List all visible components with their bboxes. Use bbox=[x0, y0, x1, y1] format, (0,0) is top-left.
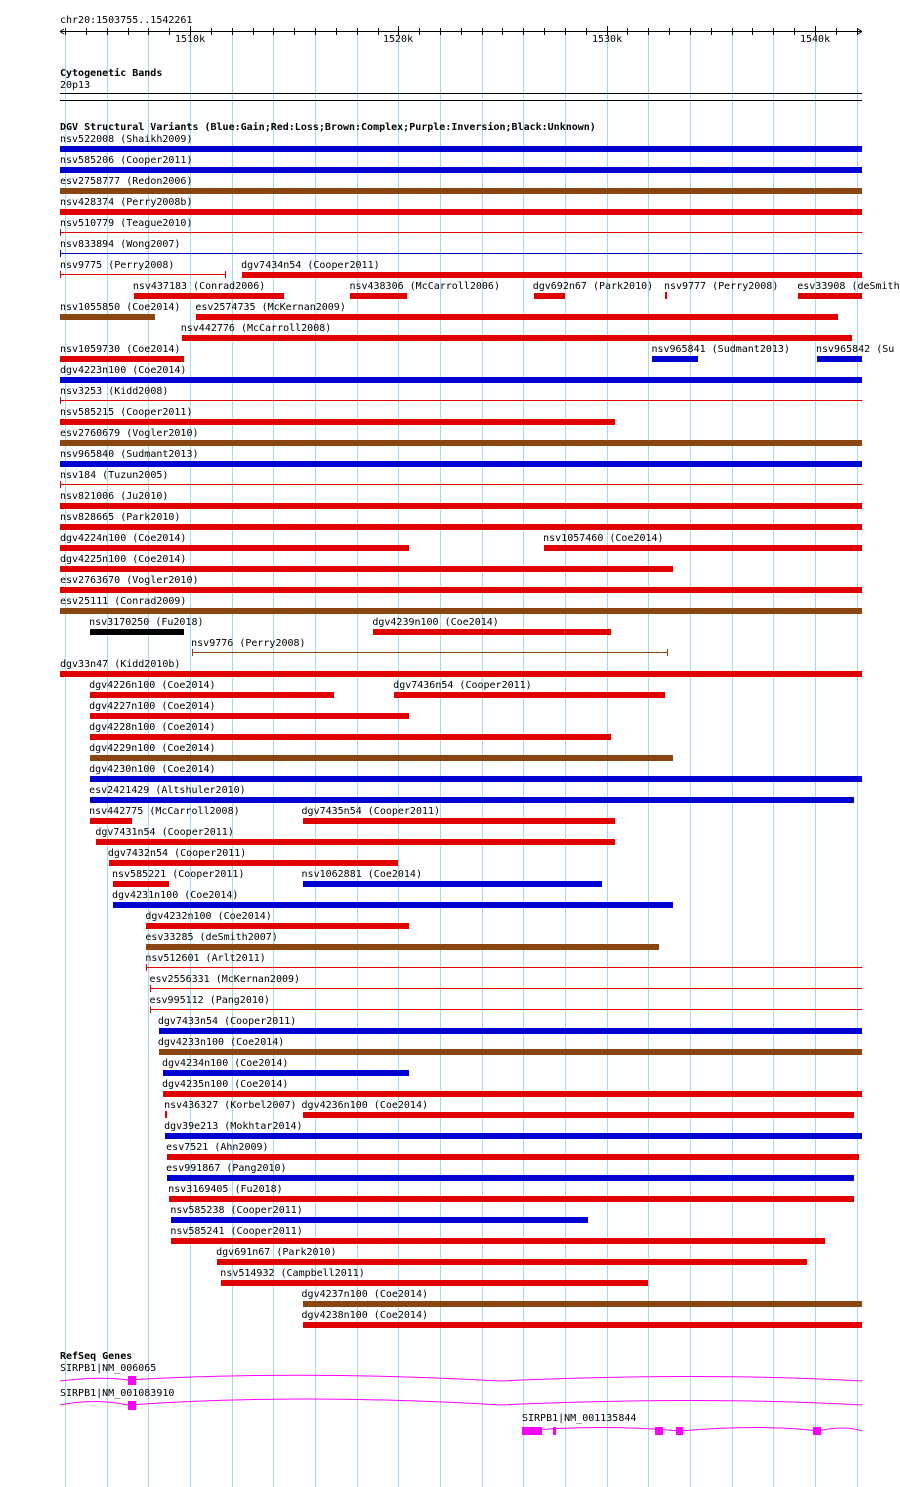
variant-study: (Park2010) bbox=[276, 1247, 337, 1258]
variant-id: nsv828665 bbox=[60, 512, 115, 523]
variant-id: nsv965842 bbox=[815, 344, 871, 355]
variant-id: dgv33n47 bbox=[60, 659, 109, 670]
variant-study: (McCarroll2006) bbox=[409, 281, 500, 292]
variant-id: esv2763670 bbox=[60, 575, 121, 586]
variant-id: nsv438306 bbox=[349, 281, 404, 292]
variant-id: esv33285 bbox=[145, 932, 194, 943]
gene-intron-line bbox=[522, 1428, 862, 1432]
variant-id: dgv4228n100 bbox=[89, 722, 156, 733]
variant-id: dgv4229n100 bbox=[89, 743, 156, 754]
gene-exon[interactable] bbox=[128, 1401, 136, 1410]
variant-study: (Sudmant2013) bbox=[711, 344, 790, 355]
variant-study: (Coe2014) bbox=[609, 533, 664, 544]
variant-study: (Fu2018) bbox=[155, 617, 204, 628]
ruler-tick-label: 1540k bbox=[800, 34, 831, 45]
variant-study: (Coe2014) bbox=[161, 764, 216, 775]
ruler-tick-label: 1530k bbox=[592, 34, 623, 45]
variant-study: (Ahn2009) bbox=[214, 1142, 269, 1153]
variant-id: dgv4238n100 bbox=[301, 1310, 368, 1321]
variant-study: (Coe2014) bbox=[132, 533, 187, 544]
variant-id: nsv3170250 bbox=[89, 617, 150, 628]
gene-exon[interactable] bbox=[813, 1427, 821, 1435]
variant-id: dgv4225n100 bbox=[60, 554, 127, 565]
variant-id: nsv184 bbox=[60, 470, 97, 481]
variant-study: (Perry2008) bbox=[712, 281, 779, 292]
variant-id: dgv39e213 bbox=[164, 1121, 219, 1132]
gene-label[interactable]: SIRPB1|NM_006065 bbox=[60, 1363, 157, 1374]
variant-study: (Cooper2011) bbox=[224, 1016, 297, 1027]
variant-study: (deSmith2007) bbox=[199, 932, 278, 943]
variant-id: esv991867 bbox=[166, 1163, 221, 1174]
variant-id: dgv7436n54 bbox=[393, 680, 454, 691]
variant-study: (Vogler2010) bbox=[126, 575, 199, 586]
variant-study: (Teague2010) bbox=[120, 218, 193, 229]
variant-study: (Coe2014) bbox=[132, 554, 187, 565]
variant-study: (Perry2008) bbox=[239, 638, 306, 649]
variant-id: dgv4230n100 bbox=[89, 764, 156, 775]
variant-study: (Cooper2011) bbox=[307, 260, 380, 271]
region-label: chr20:1503755..1542261 bbox=[60, 15, 193, 26]
variant-id: nsv585238 bbox=[170, 1205, 225, 1216]
variant-study: (Conrad2009) bbox=[114, 596, 187, 607]
variant-study: (Coe2014) bbox=[161, 680, 216, 691]
variant-id: dgv4236n100 bbox=[301, 1100, 368, 1111]
gene-exon[interactable] bbox=[128, 1376, 136, 1385]
variant-study: (Campbell2011) bbox=[280, 1268, 365, 1279]
variant-id: dgv692n67 bbox=[532, 281, 587, 292]
variant-study: (Coe2014) bbox=[234, 1079, 289, 1090]
variant-study: (Pang2010) bbox=[226, 1163, 287, 1174]
variant-id: dgv4233n100 bbox=[157, 1037, 225, 1048]
refseq-track-title[interactable]: RefSeq Genes bbox=[60, 1351, 133, 1362]
variant-id: esv7521 bbox=[166, 1142, 209, 1153]
variant-id: dgv4223n100 bbox=[60, 365, 127, 376]
gene-exon[interactable] bbox=[676, 1427, 683, 1435]
variant-id: esv2421429 bbox=[89, 785, 150, 796]
variant-id: dgv4226n100 bbox=[89, 680, 156, 691]
variant-id: nsv833894 bbox=[60, 239, 115, 250]
variant-id: nsv965841 bbox=[651, 344, 706, 355]
variant-study: (Coe2014) bbox=[373, 1289, 428, 1300]
variant-study: (Kidd2008) bbox=[108, 386, 169, 397]
variant-study: (Pang2010) bbox=[209, 995, 270, 1006]
variant-id: dgv4239n100 bbox=[372, 617, 439, 628]
variant-id: nsv585215 bbox=[60, 407, 115, 418]
variant-id: nsv1062881 bbox=[301, 869, 362, 880]
variant-study: (deSmith bbox=[851, 281, 900, 292]
variant-study: (McCarroll2008) bbox=[149, 806, 240, 817]
variant-id: dgv7432n54 bbox=[107, 848, 169, 859]
variant-study: (McKernan2009) bbox=[215, 974, 301, 985]
variant-study: (Park2010) bbox=[120, 512, 181, 523]
variant-id: esv2556331 bbox=[149, 974, 210, 985]
variant-study: (Conrad2006) bbox=[193, 281, 266, 292]
variant-id: nsv510779 bbox=[60, 218, 115, 229]
variant-study: (Cooper2011) bbox=[230, 1226, 303, 1237]
variant-id: dgv4231n100 bbox=[112, 890, 179, 901]
ruler-tick-label: 1510k bbox=[175, 34, 206, 45]
variant-id: nsv585206 bbox=[60, 155, 115, 166]
variant-study: (Arlt2011) bbox=[205, 953, 266, 964]
variant-study: (Cooper2011) bbox=[174, 848, 247, 859]
dgv-track-title[interactable]: DGV Structural Variants (Blue:Gain;Red:Loss;Brown:Complex;Purple:Inversion;Black:Unknown) bbox=[60, 122, 596, 133]
variant-study: (Mokhtar2014) bbox=[224, 1121, 303, 1132]
variant-id: nsv512601 bbox=[145, 953, 200, 964]
variant-study: (Fu2018) bbox=[234, 1184, 283, 1195]
gene-exon[interactable] bbox=[655, 1427, 663, 1435]
variant-study: (Kidd2010b) bbox=[114, 659, 181, 670]
variant-id: esv2758777 bbox=[60, 176, 121, 187]
ruler-tick-label: 1520k bbox=[383, 34, 414, 45]
variant-study: (Tuzun2005) bbox=[102, 470, 169, 481]
variant-study: (Coe2014) bbox=[373, 1310, 428, 1321]
variant-study: (Ju2010) bbox=[120, 491, 169, 502]
variant-id: dgv4224n100 bbox=[60, 533, 127, 544]
variant-study: (Perry2008b) bbox=[120, 197, 193, 208]
variant-study: (Coe2014) bbox=[217, 911, 272, 922]
variant-study: (Coe2014) bbox=[373, 1100, 428, 1111]
variant-id: esv995112 bbox=[149, 995, 204, 1006]
gene-label[interactable]: SIRPB1|NM_001083910 bbox=[60, 1388, 175, 1399]
variant-id: nsv585241 bbox=[170, 1226, 225, 1237]
variant-id: dgv4235n100 bbox=[161, 1079, 229, 1090]
variant-study: (Coe2014) bbox=[161, 701, 216, 712]
variant-id: dgv4232n100 bbox=[145, 911, 212, 922]
variant-id: nsv3253 bbox=[60, 386, 103, 397]
variant-study: (McCarroll2008) bbox=[240, 323, 332, 334]
variant-study: (Cooper2011) bbox=[161, 827, 234, 838]
variant-id: dgv691n67 bbox=[216, 1247, 271, 1258]
variant-id: nsv436327 bbox=[164, 1100, 219, 1111]
variant-id: nsv437183 bbox=[132, 281, 188, 292]
gene-intron-line bbox=[60, 1375, 862, 1381]
variant-study: (Cooper2011) bbox=[459, 680, 532, 691]
variant-study: (Shaikh2009) bbox=[120, 134, 193, 145]
variant-id: nsv1055850 bbox=[60, 302, 121, 313]
cytoband-label: 20p13 bbox=[60, 80, 91, 91]
variant-id: nsv428374 bbox=[60, 197, 115, 208]
variant-study: (Cooper2011) bbox=[120, 407, 193, 418]
variant-id: esv2760679 bbox=[60, 428, 121, 439]
variant-id: dgv4227n100 bbox=[89, 701, 156, 712]
variant-id: nsv3169405 bbox=[168, 1184, 229, 1195]
gene-intron-line bbox=[60, 1399, 862, 1405]
gene-exon[interactable] bbox=[553, 1427, 556, 1435]
variant-study: (Wong2007) bbox=[120, 239, 181, 250]
variant-id: esv33908 bbox=[797, 281, 846, 292]
variant-id: nsv821006 bbox=[60, 491, 115, 502]
variant-study: (Vogler2010) bbox=[126, 428, 199, 439]
variant-study: (Coe2014) bbox=[161, 743, 216, 754]
variant-id: nsv9776 bbox=[191, 638, 234, 649]
variant-study: (Coe2014) bbox=[230, 1037, 285, 1048]
variant-study: (Redon2006) bbox=[126, 176, 193, 187]
variant-study: (Coe2014) bbox=[367, 869, 422, 880]
variant-id: nsv1057460 bbox=[543, 533, 604, 544]
variant-id: dgv4237n100 bbox=[301, 1289, 368, 1300]
variant-study: (Coe2014) bbox=[184, 890, 239, 901]
variant-study: (Cooper2011) bbox=[230, 1205, 303, 1216]
variant-id: esv2574735 bbox=[195, 302, 256, 313]
gene-label[interactable]: SIRPB1|NM_001135844 bbox=[522, 1413, 637, 1424]
variant-id: nsv9777 bbox=[663, 281, 707, 292]
variant-study: (Coe2014) bbox=[234, 1058, 289, 1069]
gene-exon[interactable] bbox=[522, 1427, 542, 1435]
variant-id: nsv585221 bbox=[112, 869, 167, 880]
variant-study: (Perry2008) bbox=[108, 260, 175, 271]
variant-study: (Coe2014) bbox=[126, 302, 181, 313]
variant-study: (Cooper2011) bbox=[120, 155, 193, 166]
variant-study: (Coe2014) bbox=[444, 617, 499, 628]
variant-study: (Park2010) bbox=[592, 281, 654, 292]
variant-study: (Cooper2011) bbox=[367, 806, 441, 817]
variant-study: (Korbel2007) bbox=[224, 1100, 297, 1111]
variant-id: nsv9775 bbox=[60, 260, 103, 271]
variant-id: nsv442775 bbox=[89, 806, 144, 817]
variant-id: nsv514932 bbox=[220, 1268, 275, 1279]
variant-id: esv25111 bbox=[60, 596, 109, 607]
variant-id: dgv7434n54 bbox=[241, 260, 302, 271]
variant-study: (Su bbox=[876, 344, 895, 355]
variant-id: nsv1059730 bbox=[60, 344, 121, 355]
variant-study: (Cooper2011) bbox=[172, 869, 245, 880]
variant-study: (McKernan2009) bbox=[261, 302, 346, 313]
variant-id: dgv4234n100 bbox=[161, 1058, 229, 1069]
variant-id: dgv7431n54 bbox=[95, 827, 156, 838]
variant-study: (Coe2014) bbox=[161, 722, 216, 733]
variant-study: (Altshuler2010) bbox=[155, 785, 246, 796]
variant-study: (Sudmant2013) bbox=[120, 449, 199, 460]
variant-id: dgv7435n54 bbox=[301, 806, 362, 817]
variant-study: (Coe2014) bbox=[126, 344, 181, 355]
variant-id: nsv442776 bbox=[180, 323, 235, 334]
variant-id: nsv965840 bbox=[60, 449, 115, 460]
cytoband-track-title[interactable]: Cytogenetic Bands bbox=[60, 68, 163, 79]
variant-study: (Coe2014) bbox=[132, 365, 187, 376]
variant-id: nsv522008 bbox=[60, 134, 115, 145]
variant-id: dgv7433n54 bbox=[157, 1016, 219, 1027]
